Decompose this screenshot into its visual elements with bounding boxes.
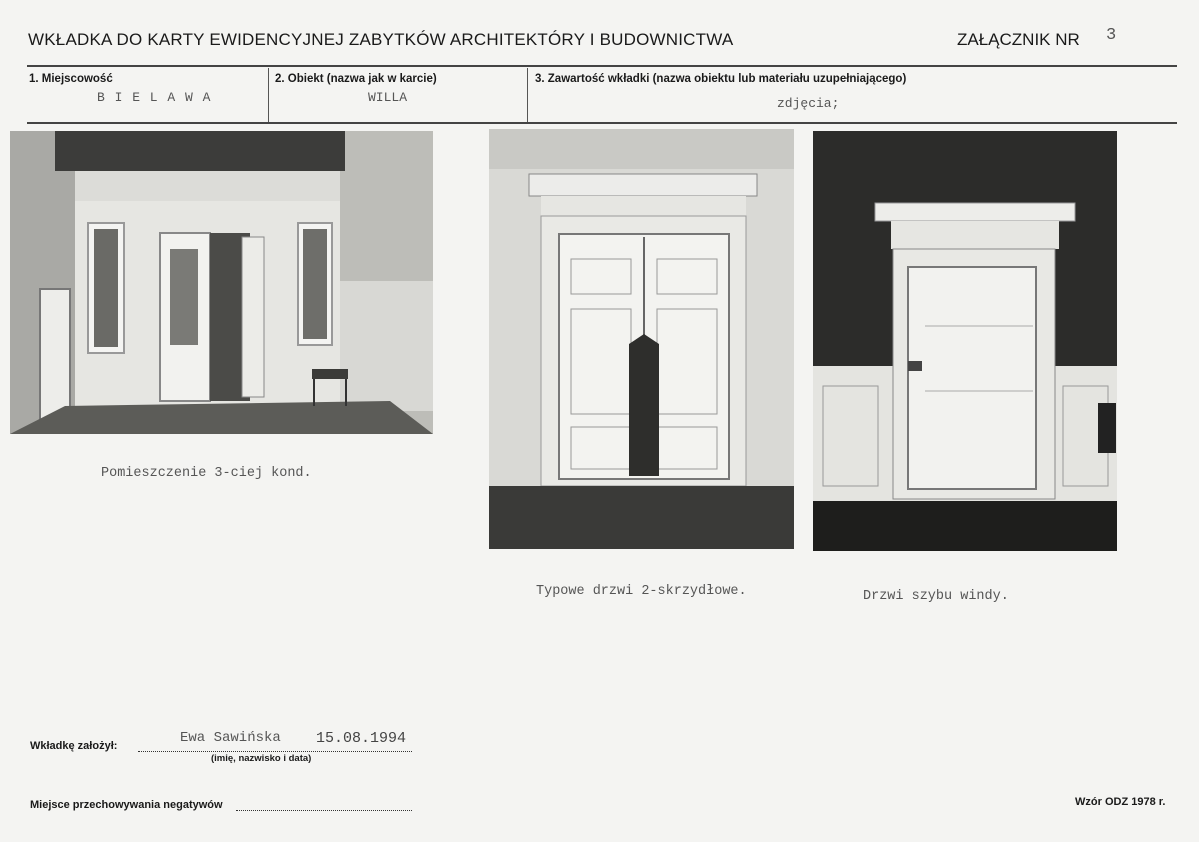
place-label: 1. Miejscowość: [29, 73, 113, 85]
photo-double-door-image: [489, 129, 794, 549]
created-date: 15.08.1994: [316, 730, 407, 747]
object-value: WILLA: [368, 90, 408, 105]
created-by-line: [138, 751, 412, 752]
photo-interior-caption: Pomieszczenie 3-ciej kond.: [101, 466, 312, 481]
negatives-line: [236, 810, 412, 811]
photo-interior-image: [10, 131, 433, 434]
form-code: Wzór ODZ 1978 r.: [1075, 796, 1166, 808]
photo-interior: [10, 131, 433, 434]
header-rule: [27, 65, 1177, 67]
negatives-label: Miejsce przechowywania negatywów: [30, 799, 223, 811]
place-value: B I E L A W A: [97, 90, 212, 105]
field-divider-2: [527, 68, 528, 122]
photo-double-door-caption: Typowe drzwi 2-skrzydłowe.: [536, 584, 747, 599]
photo-elevator-door: [813, 131, 1117, 551]
attachment-number: 3: [1106, 26, 1117, 45]
created-by-hint: (imię, nazwisko i data): [211, 753, 312, 764]
photo-elevator-door-image: [813, 131, 1117, 551]
fields-rule: [27, 122, 1177, 124]
photo-elevator-door-caption: Drzwi szybu windy.: [863, 589, 1009, 604]
form-title: WKŁADKA DO KARTY EWIDENCYJNEJ ZABYTKÓW ARCHITEKTÓRY I BUDOWNICTWA: [28, 30, 734, 49]
object-label: 2. Obiekt (nazwa jak w karcie): [275, 73, 437, 85]
field-divider-1: [268, 68, 269, 122]
created-by-label: Wkładkę założył:: [30, 740, 118, 752]
attachment-label: ZAŁĄCZNIK NR: [957, 30, 1080, 49]
content-value: zdjęcia;: [777, 96, 840, 111]
photo-double-door: [489, 129, 794, 549]
created-by-name: Ewa Sawińska: [180, 730, 281, 746]
content-label: 3. Zawartość wkładki (nazwa obiektu lub materiału uzupełniającego): [535, 73, 907, 85]
